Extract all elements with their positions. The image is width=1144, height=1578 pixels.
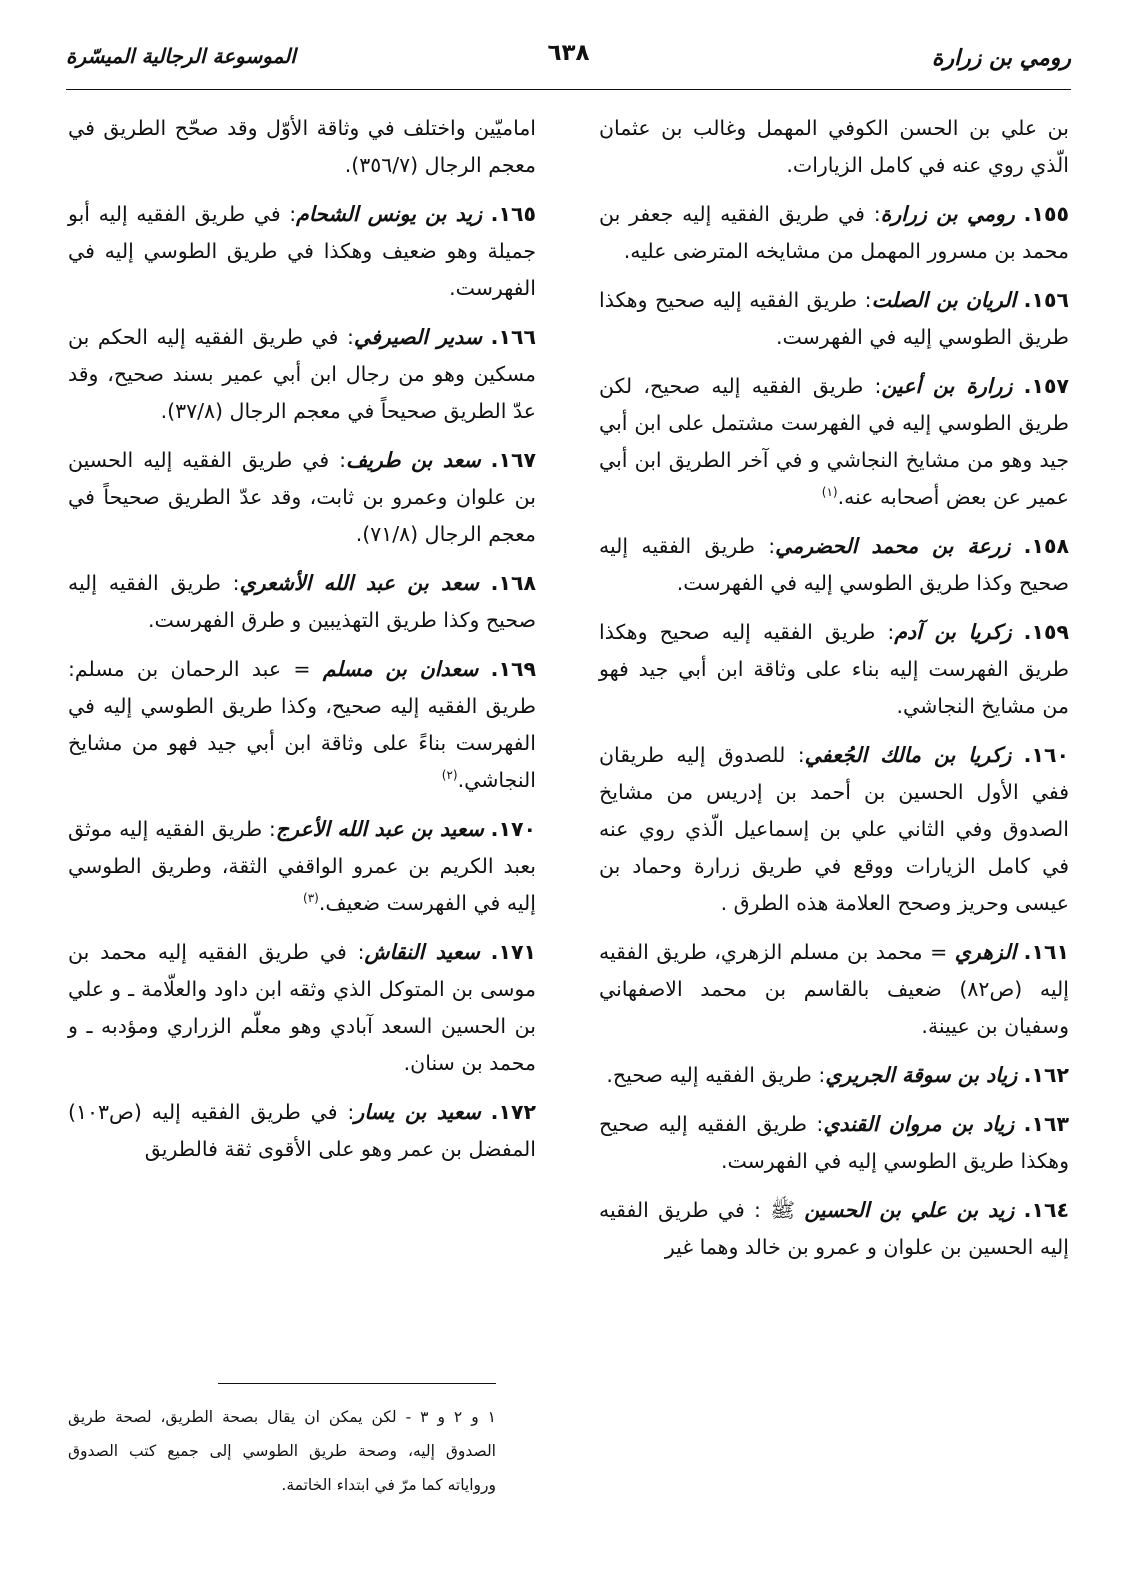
- entry-number: ١٧٠.: [490, 817, 536, 841]
- entry-text: = محمد بن مسلم الزهري، طريق الفقيه إليه (ص٨٢) ضعيف بالقاسم بن محمد الاصفهاني وسفيان بن عيينة.: [599, 940, 1069, 1038]
- entry-number: ١٥٦.: [1023, 288, 1069, 312]
- entry-name: زياد بن سوقة الجريري: [825, 1063, 1018, 1087]
- continuation-text: بن علي بن الحسن الكوفي المهمل وغالب بن عثمان الّذي روي عنه في كامل الزيارات.: [599, 116, 1069, 177]
- entry-number: ١٥٩.: [1023, 620, 1069, 644]
- entry-number: ١٦١.: [1023, 940, 1069, 964]
- entry-158: [599, 528, 1069, 602]
- entry-159: [599, 614, 1069, 725]
- entry-name: الزهري: [954, 940, 1017, 964]
- entry-number: ١٦٠.: [1023, 743, 1069, 767]
- entry-name: زياد بن مروان القندي: [823, 1112, 1015, 1136]
- entry-168: [68, 565, 536, 639]
- footnote-ref: (٣): [303, 891, 319, 906]
- footnote-ref: (٢): [441, 768, 458, 783]
- entry-number: ١٥٧.: [1023, 374, 1069, 398]
- entry-text: ﷺ : في طريق الفقيه إليه الحسين بن علوان و عمرو بن خالد وهما غير: [599, 1198, 1069, 1259]
- entry-number: ١٦٢.: [1023, 1063, 1069, 1087]
- entry-161: [599, 934, 1069, 1045]
- footnote-rule: [218, 1383, 496, 1384]
- entry-162: [599, 1057, 1069, 1094]
- entry-text: : للصدوق إليه طريقان ففي الأول الحسين بن أحمد بن إدريس من مشايخ الصدوق وفي الثاني علي بن إسماعيل الّذي روي عنه في كامل الزيارات ووقع في طريق زرارة وحماد بن عيسى وحريز وصحح العلامة هذه الطرق .: [599, 743, 1069, 915]
- entry-name: سعدان بن مسلم: [322, 657, 479, 681]
- entry-155: [599, 196, 1069, 270]
- entry-text: : في طريق الفقيه إليه الحسين بن علوان وعمرو بن ثابت، وقد عدّ الطريق صحيحاً في معجم الرجال (٧١/٨).: [68, 448, 536, 546]
- entry-170: [68, 811, 536, 922]
- book-title: الموسوعة الرجالية الميسّرة: [66, 44, 296, 68]
- entry-text: : في طريق الفقيه إليه أبو جميلة وهو ضعيف وهكذا في طريق الطوسي إليه في الفهرست.: [68, 202, 536, 300]
- entry-text: : طريق الفقيه إليه موثق بعبد الكريم بن عمرو الواقفي الثقة، وطريق الطوسي إليه في الفهرست ضعيف.: [68, 817, 536, 915]
- entry-number: ١٦٦.: [490, 325, 536, 349]
- entry-text: : طريق الفقيه إليه صحيح وكذا طريق الطوسي إليه في الفهرست.: [599, 534, 1069, 595]
- right-column: [599, 110, 1069, 1278]
- entry-number: ١٦٤.: [1023, 1198, 1069, 1222]
- entry-name: زكريا بن مالك الجُعفي: [804, 743, 1012, 767]
- page-header: [66, 34, 1071, 90]
- entry-157: [599, 368, 1069, 516]
- entry-text: : طريق الفقيه إليه صحيح.: [606, 1063, 826, 1087]
- entry-text: : طريق الفقيه إليه صحيح وكذا طريق التهذيبين و طرق الفهرست.: [68, 571, 536, 632]
- entry-number: ١٦٩.: [490, 657, 536, 681]
- running-title: رومي بن زرارة: [931, 46, 1071, 71]
- entry-number: ١٦٥.: [490, 202, 536, 226]
- entry-name: سعيد بن يسار: [354, 1100, 481, 1124]
- entry-166: [68, 319, 536, 430]
- entry-number: ١٦٣.: [1023, 1112, 1069, 1136]
- entry-text: : طريق الفقيه إليه صحيح وهكذا طريق الفهرست إليه بناء على وثاقة ابن أبي جيد فهو من مشايخ النجاشي.: [599, 620, 1069, 718]
- entry-165: [68, 196, 536, 307]
- entry-name: زرارة بن أعين: [881, 374, 1013, 398]
- entry-156: [599, 282, 1069, 356]
- footnote-ref: (١): [821, 485, 838, 500]
- entry-169: [68, 651, 536, 799]
- entry-number: ١٦٨.: [490, 571, 536, 595]
- entry-name: سدير الصيرفي: [353, 325, 483, 349]
- entry-171: [68, 934, 536, 1082]
- entry-text: : طريق الفقيه إليه صحيح وهكذا طريق الطوسي إليه في الفهرست.: [599, 1112, 1069, 1173]
- header-rule: [66, 89, 1071, 90]
- entry-text: : طريق الفقيه إليه صحيح، لكن طريق الطوسي إليه في الفهرست مشتمل على ابن أبي جيد وهو من مشايخ النجاشي و في آخر الطريق ابن أبي عمير عن بعض أصحابه عنه.: [599, 374, 1069, 509]
- entry-text: : طريق الفقيه إليه صحيح وهكذا طريق الطوسي إليه في الفهرست.: [599, 288, 1069, 349]
- entry-number: ١٧١.: [490, 940, 536, 964]
- entry-text: : في طريق الفقيه إليه محمد بن موسى بن المتوكل الذي وثقه ابن داود والعلّامة ـ و علي بن الحسين السعد آبادي وهو معلّم الزراري ومؤدبه ـ و محمد بن سنان.: [68, 940, 536, 1075]
- page-number: ٦٣٨: [547, 40, 590, 66]
- entry-name: زكريا بن آدم: [894, 620, 1012, 644]
- entry-text: : في طريق الفقيه إليه الحكم بن مسكين وهو من رجال ابن أبي عمير بسند صحيح، وقد عدّ الطريق صحيحاً في معجم الرجال (٣٧/٨).: [68, 325, 536, 423]
- entry-number: ١٥٥.: [1023, 202, 1069, 226]
- entry-name: رومي بن زرارة: [880, 202, 1015, 226]
- entry-167: [68, 442, 536, 553]
- footnote: ١ و ٢ و ٣ - لكن يمكن ان يقال بصحة الطريق، لصحة طريق الصدوق إليه، وصحة طريق الطوسي إلى جميع كتب الصدوق ورواياته كما مرّ في ابتداء الخاتمة.: [68, 1408, 496, 1494]
- entry-text: : في طريق الفقيه إليه جعفر بن محمد بن مسرور المهمل من مشايخه المترضى عليه.: [599, 202, 1069, 263]
- entry-163: [599, 1106, 1069, 1180]
- entry-name: سعد بن عبد الله الأشعري: [239, 571, 479, 595]
- entry-number: ١٧٢.: [490, 1100, 536, 1124]
- entry-number: ١٥٨.: [1023, 534, 1069, 558]
- entry-name: سعيد النقاش: [364, 940, 480, 964]
- left-column: [68, 110, 536, 1180]
- entry-text: : في طريق الفقيه إليه (ص١٠٣) المفضل بن عمر وهو على الأقوى ثقة فالطريق: [68, 1100, 536, 1161]
- entry-164: [599, 1192, 1069, 1266]
- entry-name: الريان بن الصلت: [871, 288, 1017, 312]
- entry-name: زرعة بن محمد الحضرمي: [775, 534, 1011, 558]
- entry-160: [599, 737, 1069, 922]
- entry-text: = عبد الرحمان بن مسلم: طريق الفقيه إليه صحيح، وكذا طريق الطوسي إليه في الفهرست بناءً على وثاقة ابن أبي جيد فهو من مشايخ النجاشي.: [68, 657, 536, 792]
- entry-number: ١٦٧.: [490, 448, 536, 472]
- entry-name: زيد بن يونس الشحام: [296, 202, 483, 226]
- continuation-text: اماميّين واختلف في وثاقة الأوّل وقد صحّح الطريق في معجم الرجال (٣٥٦/٧).: [68, 116, 536, 177]
- entry-172: [68, 1094, 536, 1168]
- entry-name: سعيد بن عبد الله الأعرج: [275, 817, 484, 841]
- entry-name: سعد بن طريف: [345, 448, 481, 472]
- entry-name: زيد بن علي بن الحسين: [804, 1198, 1015, 1222]
